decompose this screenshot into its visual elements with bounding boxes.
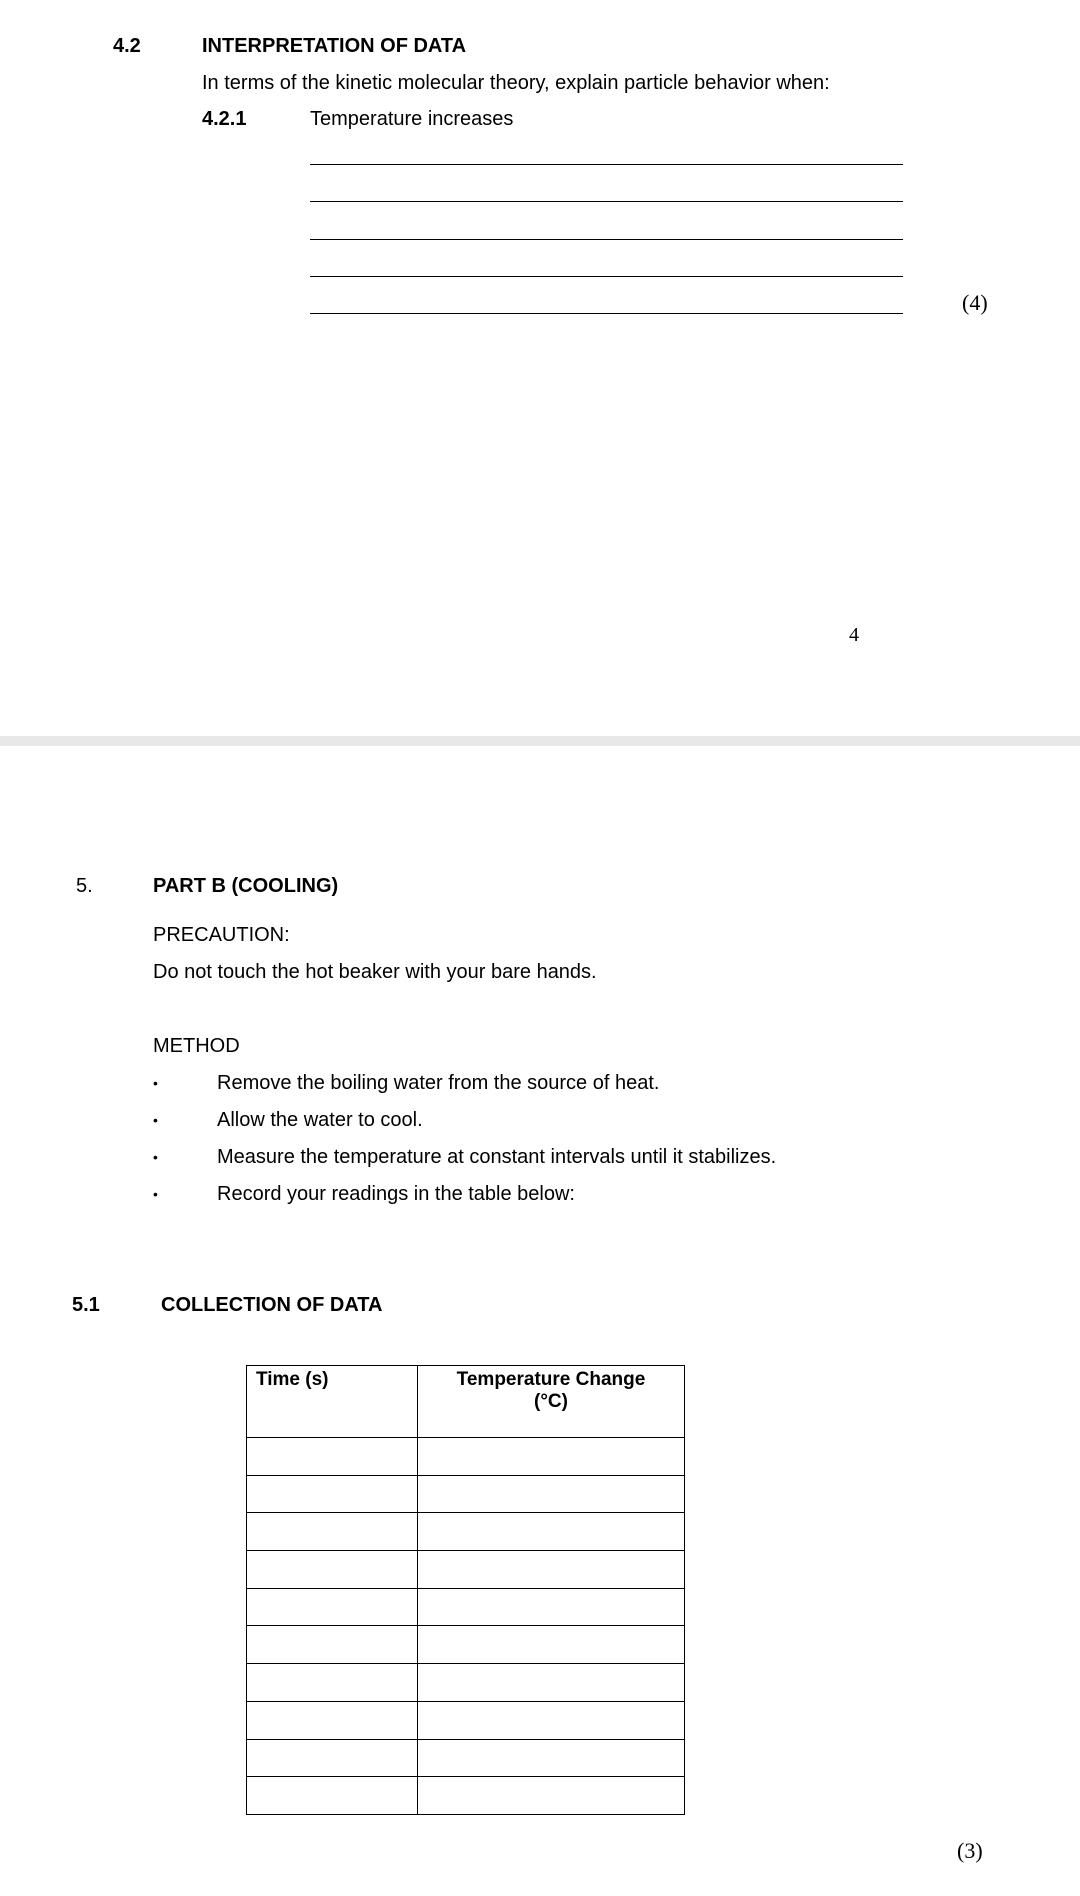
table-cell-time[interactable] [247, 1438, 418, 1476]
question-text: Temperature increases [310, 108, 514, 130]
section-number: 4.2 [113, 35, 141, 57]
section-title: INTERPRETATION OF DATA [202, 35, 467, 57]
table-cell-temperature[interactable] [418, 1664, 685, 1702]
table-row [247, 1777, 685, 1815]
answer-line[interactable] [310, 276, 903, 277]
table-cell-temperature[interactable] [418, 1588, 685, 1626]
table-row [247, 1475, 685, 1513]
table-cell-temperature[interactable] [418, 1475, 685, 1513]
marks-label: (3) [957, 1838, 983, 1863]
table-header-row [247, 1366, 685, 1438]
table-cell-temperature[interactable] [418, 1513, 685, 1551]
method-step: Measure the temperature at constant intervals until it stabilizes. [217, 1146, 777, 1168]
table-row [247, 1739, 685, 1777]
method-step: Remove the boiling water from the source of heat. [217, 1072, 660, 1094]
page-separator [0, 736, 1080, 746]
table-cell-temperature[interactable] [418, 1777, 685, 1815]
bullet-icon: • [153, 1149, 158, 1165]
table-cell-time[interactable] [247, 1664, 418, 1702]
table-row [247, 1664, 685, 1702]
column-header-time: Time (s) [247, 1366, 418, 1438]
table-cell-time[interactable] [247, 1475, 418, 1513]
precaution-text: Do not touch the hot beaker with your bare hands. [153, 961, 597, 983]
table-cell-time[interactable] [247, 1513, 418, 1551]
table-row [247, 1513, 685, 1551]
section-number: 5. [76, 875, 93, 897]
table-cell-temperature[interactable] [418, 1551, 685, 1589]
section-number: 5.1 [72, 1294, 100, 1316]
table-cell-time[interactable] [247, 1551, 418, 1589]
section-title: COLLECTION OF DATA [161, 1294, 383, 1316]
answer-line[interactable] [310, 239, 903, 240]
table-cell-time[interactable] [247, 1701, 418, 1739]
marks-label: (4) [962, 290, 988, 315]
bullet-icon: • [153, 1186, 158, 1202]
answer-line[interactable] [310, 313, 903, 314]
table-row [247, 1701, 685, 1739]
bullet-icon: • [153, 1075, 158, 1091]
page-number: 4 [849, 624, 859, 646]
table-cell-time[interactable] [247, 1626, 418, 1664]
table-row [247, 1626, 685, 1664]
method-step: Allow the water to cool. [217, 1109, 423, 1131]
table-row [247, 1438, 685, 1476]
data-table [246, 1365, 685, 1815]
table-cell-temperature[interactable] [418, 1438, 685, 1476]
table-cell-temperature[interactable] [418, 1626, 685, 1664]
table-cell-temperature[interactable] [418, 1739, 685, 1777]
method-step: Record your readings in the table below: [217, 1183, 575, 1205]
table-cell-temperature[interactable] [418, 1701, 685, 1739]
instruction-text: In terms of the kinetic molecular theory, explain particle behavior when: [202, 72, 830, 94]
answer-line[interactable] [310, 164, 903, 165]
bullet-icon: • [153, 1112, 158, 1128]
question-number: 4.2.1 [202, 108, 247, 130]
table-cell-time[interactable] [247, 1739, 418, 1777]
table-cell-time[interactable] [247, 1777, 418, 1815]
table-cell-time[interactable] [247, 1588, 418, 1626]
method-heading: METHOD [153, 1035, 240, 1057]
section-title: PART B (COOLING) [153, 875, 339, 897]
table-row [247, 1551, 685, 1589]
column-header-temperature: Temperature Change (°C) [418, 1366, 685, 1438]
precaution-heading: PRECAUTION: [153, 924, 290, 946]
answer-line[interactable] [310, 201, 903, 202]
table-row [247, 1588, 685, 1626]
